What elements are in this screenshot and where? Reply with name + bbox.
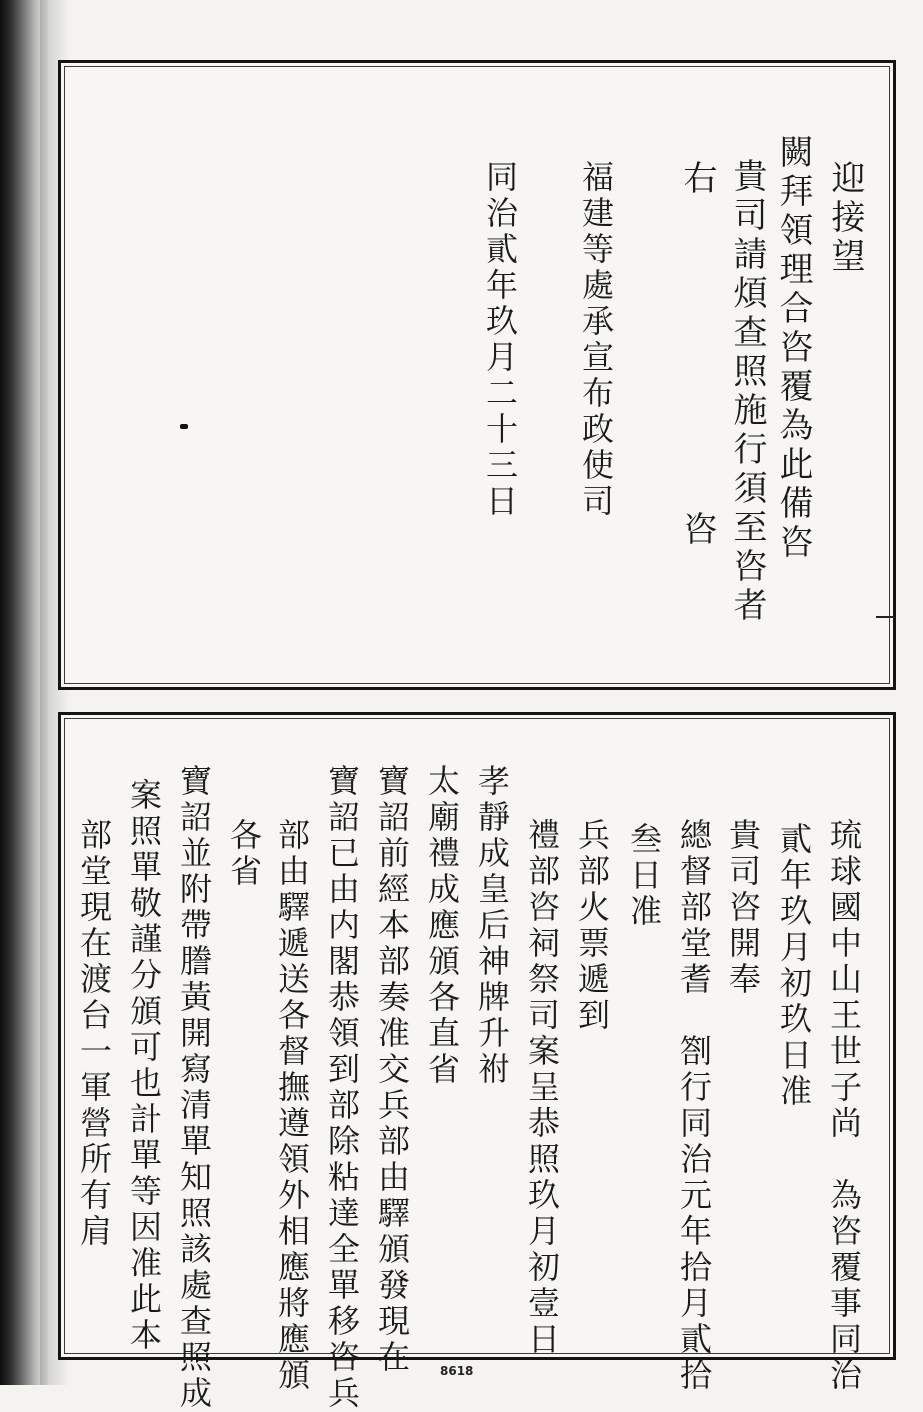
text-column: 部堂現在渡台一軍營所有肩 — [75, 818, 113, 1250]
text-column: 迎接望 — [825, 160, 865, 277]
text-column: 孝靜成皇后神牌升祔 — [473, 764, 511, 1088]
text-column: 總督部堂耆 劄行同治元年拾月貳拾 — [675, 818, 713, 1394]
text-column: 右 咨 — [677, 160, 717, 550]
text-column: 貴司請煩查照施行須至咨者 — [727, 158, 767, 626]
text-column: 寶詔前經本部奏准交兵部由驛頒發現在 — [373, 764, 411, 1376]
text-column: 禮部咨祠祭司案呈恭照玖月初壹日 — [523, 818, 561, 1358]
top-document-panel — [58, 60, 896, 690]
date-column: 同治貳年玖月二十三日 — [481, 160, 519, 520]
text-column: 部由驛遞送各督撫遵領外相應將應頒 — [273, 818, 311, 1394]
text-column: 案照單敬謹分頒可也計單等因准此本 — [125, 778, 163, 1354]
text-column: 貳年玖月初玖日准 — [775, 822, 813, 1110]
text-column: 琉球國中山王世子尚 為咨覆事同治 — [825, 818, 863, 1394]
text-column: 寶詔並附帶謄黃開寫清單知照該處查照成 — [175, 764, 213, 1412]
text-column: 闕拜領理合咨覆為此備咨 — [773, 134, 813, 563]
text-column: 兵部火票遞到 — [573, 818, 611, 1034]
text-column: 叁日准 — [625, 822, 663, 930]
text-column: 寶詔已由内閣恭領到部除粘達全單移咨兵 — [323, 764, 361, 1412]
text-column: 太廟禮成應頒各直省 — [423, 764, 461, 1088]
margin-tick-mark — [876, 616, 894, 618]
ink-spot — [180, 424, 188, 429]
text-column: 各省 — [225, 818, 263, 890]
text-column: 福建等處承宣布政使司 — [577, 160, 615, 520]
page-number: 8618 — [440, 1364, 474, 1378]
text-column: 貴司咨開奉 — [724, 818, 762, 998]
